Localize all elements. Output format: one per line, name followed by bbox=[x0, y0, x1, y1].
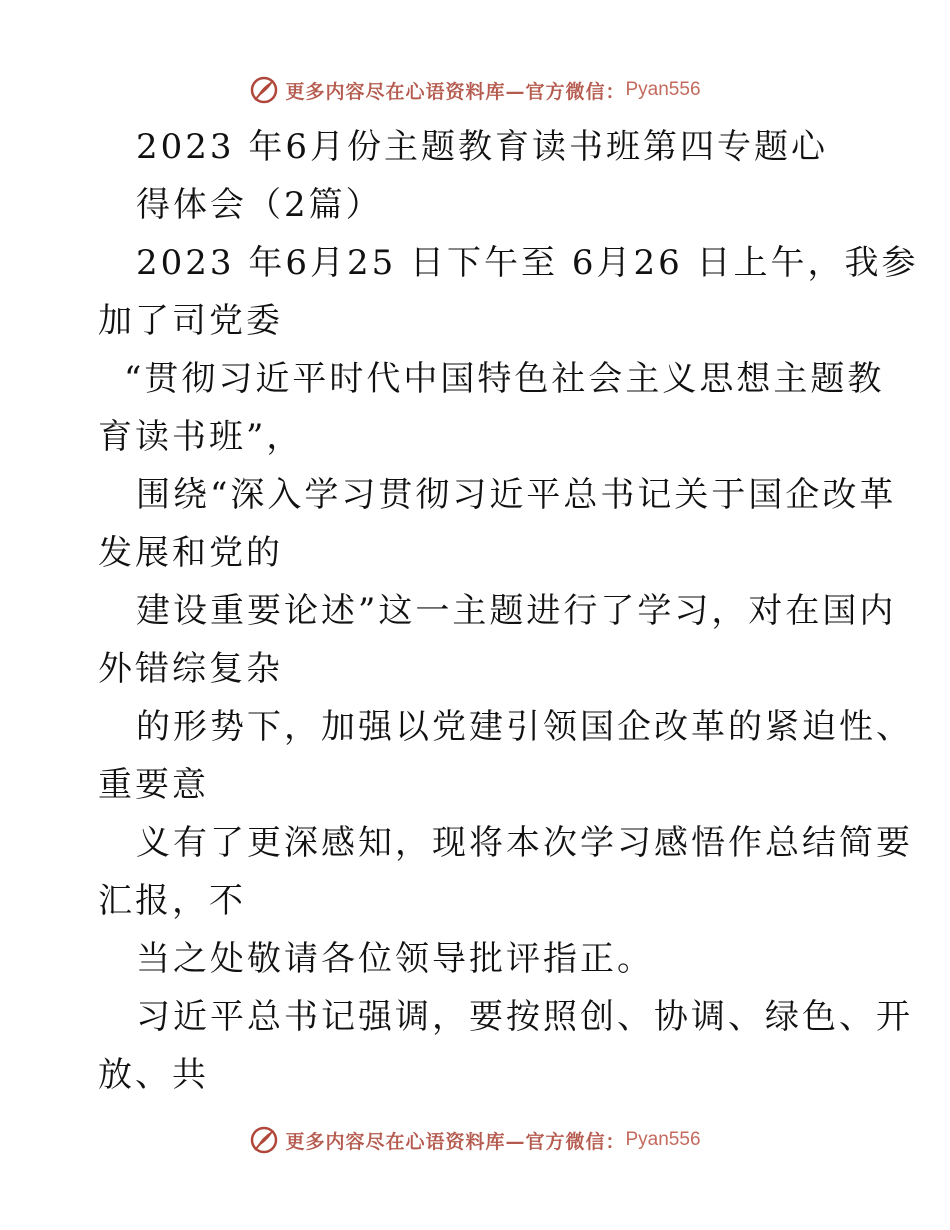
paragraph-line: 发展和党的 bbox=[98, 533, 283, 573]
paragraph-line: 的形势下，加强以党建引领国企改革的紧迫性、 bbox=[136, 707, 913, 747]
quill-pen-logo-icon bbox=[249, 1125, 279, 1155]
header-banner-text: 更多内容尽在心语资料库—官方微信： bbox=[285, 80, 626, 103]
document-body bbox=[98, 118, 919, 1104]
header-wechat-id: Pyan556 bbox=[625, 79, 701, 100]
paragraph-line: 重要意 bbox=[98, 765, 209, 805]
paragraph-line: “贯彻习近平时代中国特色社会主义思想主题教 bbox=[124, 359, 885, 399]
paragraph-line: 习近平总书记强调，要按照创、协调、绿色、开 bbox=[136, 997, 913, 1037]
paragraph-line: 当之处敬请各位领导批评指正。 bbox=[136, 939, 654, 979]
paragraph-line: 义有了更深感知，现将本次学习感悟作总结简要 bbox=[136, 823, 913, 863]
paragraph-line: 放、共 bbox=[98, 1055, 209, 1095]
footer-watermark-banner bbox=[0, 1120, 950, 1160]
footer-banner-text: 更多内容尽在心语资料库—官方微信： bbox=[285, 1130, 626, 1153]
paragraph-line: 围绕“深入学习贯彻习近平总书记关于国企改革 bbox=[136, 475, 897, 515]
paragraph-line: 建设重要论述”这一主题进行了学习，对在国内 bbox=[136, 591, 897, 631]
footer-wechat-id: Pyan556 bbox=[625, 1129, 701, 1150]
paragraph-line: 2023 年6月25 日下午至 6月26 日上午，我参 bbox=[136, 243, 919, 283]
title-line-1: 2023 年6月份主题教育读书班第四专题心 bbox=[136, 127, 828, 167]
paragraph-line: 育读书班”， bbox=[98, 417, 304, 457]
paragraph-line: 加了司党委 bbox=[98, 301, 283, 341]
header-watermark-banner bbox=[0, 70, 950, 110]
quill-pen-logo-icon bbox=[249, 75, 279, 105]
paragraph-line: 汇报，不 bbox=[98, 881, 246, 921]
paragraph-line: 外错综复杂 bbox=[98, 649, 283, 689]
title-line-2: 得体会（2篇） bbox=[136, 185, 383, 225]
